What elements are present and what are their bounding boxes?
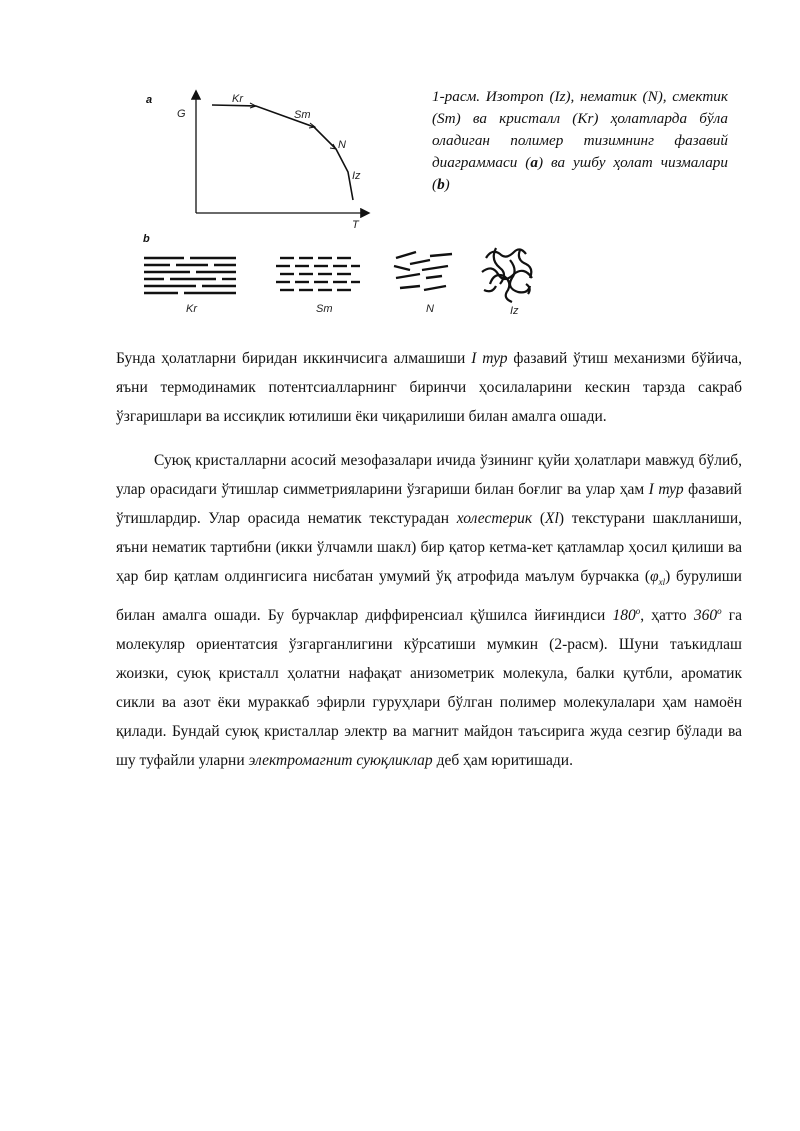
curve-label-kr: Kr (232, 93, 243, 105)
figure-label-a: a (146, 94, 153, 106)
curve-label-n: N (338, 139, 346, 151)
p2-text-5: ) бурулиши билан амалга ошади. Бу бурчаклар диффиренсиал қўшилса йиғиндиси (116, 568, 742, 625)
iz-state-sketch (476, 240, 548, 320)
n-state-sketch (394, 252, 452, 290)
caption-mid: ) ва ушбу ҳолат чизмалари ( (432, 154, 728, 193)
phase-curve (212, 105, 353, 200)
paragraph-1 (116, 344, 742, 431)
axis-label-t: T (352, 219, 359, 231)
curve-label-sm: Sm (294, 109, 311, 121)
caption-lead: 1-расм. Изотроп (Iz), нематик (N), смектик (Sm) ва кристалл (Kr) ҳолатларда бўла оладиган полимер тизимнинг фазавий диаграммаси ( (432, 88, 728, 171)
p2-italic-7: электромагнит суюқликлар (248, 752, 433, 770)
p2-text-8: деб ҳам юритишади. (432, 752, 573, 770)
figure-caption (432, 86, 728, 196)
state-label-sm: Sm (316, 303, 333, 315)
state-label-n: N (426, 303, 434, 315)
p2-italic-180: 180 (612, 607, 636, 625)
p1-italic-1: I тур (471, 350, 508, 367)
p2-italic-1: I тур (648, 481, 684, 498)
p1-text-1: Бунда ҳолатларни биридан иккинчисига алмашиши (116, 350, 472, 367)
p2-italic-3: Xl (545, 510, 559, 527)
p2-text-4: ) текстурани шаклланиши, яъни нематик тартибни (икки ўлчамли шакл) бир қатор кетма-кет қатламлар ҳосил қилиши ва ҳар бир қатлам олдингисига нисбатан умумий ўқ атрофида маълум бурчакка ( (116, 510, 742, 585)
figure-1 (130, 80, 434, 330)
figure-label-b: b (143, 233, 150, 245)
p1-text-2: фазавий ўтиш механизми бўйича, яъни термодинамик потентсиалларнинг биринчи ҳосилаларини кескин тарзда сакраб ўзгаришлари ва иссиқлик ютилиши ёки чиқарилиши билан амалга ошади. (116, 350, 742, 425)
axis-label-g: G (177, 108, 186, 120)
p2-text-3: ( (532, 510, 546, 527)
curve-label-iz: Iz (352, 170, 361, 182)
p2-phi-sub: xl (658, 577, 666, 588)
caption-end: ) (444, 176, 450, 193)
p2-sup-2: o (717, 606, 722, 617)
p2-text-1: Суюқ кристалларни асосий мезофазалари ичида ўзининг қуйи ҳолатлари мавжуд бўлиб, улар орасидаги ўтишлар симметрияларини ўзгариши билан боғлиг ва улар ҳам (116, 452, 742, 498)
caption-a: a (530, 154, 538, 171)
p2-italic-2: холестерик (456, 510, 533, 527)
state-label-kr: Kr (186, 303, 197, 315)
paragraph-2 (116, 446, 742, 775)
kr-state-sketch (144, 258, 236, 293)
phase-diagram-figure (130, 80, 434, 330)
p2-text-6: , ҳатто (640, 607, 694, 625)
p2-sup-1: o (635, 606, 641, 617)
p2-text-7: га молекуляр ориентатсия ўзгарганлигини кўрсатиши мумкин (2-расм). Шуни таъкидлаш жоизки, суюқ кристалл ҳолатни нафақат анизометрик молекула, балки қутбли, ароматик сикли ва азот ёки мураккаб эфирли гуруҳлари бўлган полимер молекулалари ҳам намоён қилади. Бундай суюқ кристаллар электр ва магнит майдон таъсирига жуда сезгир бўлади ва шу туфайли уларни (116, 607, 742, 770)
state-label-iz: Iz (510, 305, 519, 317)
p2-phi: φ (650, 568, 659, 585)
sm-state-sketch (276, 258, 360, 290)
p2-text-2: фазавий ўтишлардир. Улар орасида нематик текстурадан (116, 481, 742, 527)
p2-italic-360: 360 (693, 607, 718, 625)
caption-b: b (437, 176, 445, 193)
